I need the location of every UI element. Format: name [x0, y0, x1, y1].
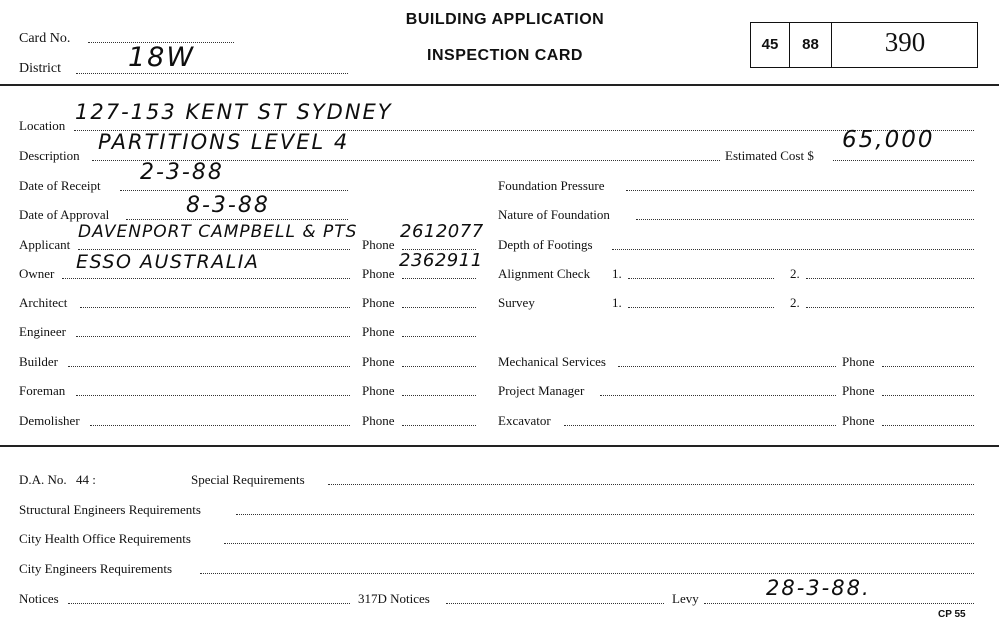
foreman-label: Foreman: [19, 383, 66, 398]
structural-requirements-field: [236, 514, 974, 515]
notices-label: Notices: [19, 591, 59, 606]
middle-rule: [0, 445, 999, 447]
notices-317d-label: 317D Notices: [358, 591, 430, 606]
demolisher-field: [90, 425, 350, 426]
foreman-field: [76, 395, 350, 396]
notices-317d-field: [446, 603, 664, 604]
alignment-check-label: Alignment Check: [498, 266, 591, 281]
estimated-cost-label: Estimated Cost $: [725, 148, 814, 163]
card-box-2: 88: [802, 36, 819, 53]
excavator-field: [564, 425, 836, 426]
demolisher-label: Demolisher: [19, 413, 80, 428]
excavator-phone-field: [882, 425, 974, 426]
date-approval-value: 8-3-88: [186, 193, 270, 218]
foreman-phone-field: [402, 395, 476, 396]
date-approval-label: Date of Approval: [19, 207, 110, 222]
date-receipt-field: [120, 190, 348, 191]
builder-field: [68, 366, 350, 367]
owner-phone-label: Phone: [362, 266, 395, 281]
excavator-phone-label: Phone: [842, 413, 875, 428]
owner-label: Owner: [19, 266, 55, 281]
survey-field2: [806, 307, 974, 308]
survey-field1: [628, 307, 774, 308]
nature-foundation-field: [636, 219, 974, 220]
project-manager-label: Project Manager: [498, 383, 585, 398]
mechanical-phone-label: Phone: [842, 354, 875, 369]
architect-phone-field: [402, 307, 476, 308]
mechanical-phone-field: [882, 366, 974, 367]
form-title-line1: BUILDING APPLICATION: [405, 11, 605, 28]
applicant-phone-label: Phone: [362, 237, 395, 252]
special-requirements-label: Special Requirements: [191, 472, 305, 487]
engineer-label: Engineer: [19, 324, 66, 339]
engineer-phone-field: [402, 336, 476, 337]
district-field: [76, 73, 348, 74]
description-label: Description: [19, 148, 80, 163]
date-approval-field: [126, 219, 348, 220]
demolisher-phone-field: [402, 425, 476, 426]
location-label: Location: [19, 118, 66, 133]
levy-label: Levy: [672, 591, 699, 606]
estimated-cost-field: [833, 160, 974, 161]
health-requirements-label: City Health Office Requirements: [19, 531, 191, 546]
levy-value: 28-3-88.: [766, 576, 871, 600]
owner-field: [62, 278, 350, 279]
location-value: 127-153 KENT ST SYDNEY: [75, 100, 393, 124]
survey-label: Survey: [498, 295, 535, 310]
applicant-field: [78, 249, 350, 250]
project-manager-phone-field: [882, 395, 974, 396]
architect-label: Architect: [19, 295, 68, 310]
excavator-label: Excavator: [498, 413, 551, 428]
builder-phone-field: [402, 366, 476, 367]
applicant-label: Applicant: [19, 237, 71, 252]
date-receipt-label: Date of Receipt: [19, 178, 101, 193]
levy-field: [704, 603, 974, 604]
notices-field: [68, 603, 350, 604]
foreman-phone-label: Phone: [362, 383, 395, 398]
city-engineers-requirements-field: [200, 573, 974, 574]
alignment-check-field1: [628, 278, 774, 279]
card-no-label: Card No.: [19, 31, 71, 46]
project-manager-phone-label: Phone: [842, 383, 875, 398]
da-no-value: 44 :: [76, 472, 96, 487]
applicant-value: DAVENPORT CAMPBELL & PTS: [78, 222, 358, 242]
applicant-phone-value: 2612077: [400, 221, 484, 242]
demolisher-phone-label: Phone: [362, 413, 395, 428]
description-value: PARTITIONS LEVEL 4: [98, 130, 350, 154]
depth-footings-label: Depth of Footings: [498, 237, 593, 252]
owner-value: ESSO AUSTRALIA: [76, 251, 260, 273]
project-manager-field: [600, 395, 836, 396]
structural-requirements-label: Structural Engineers Requirements: [19, 502, 201, 517]
mechanical-services-label: Mechanical Services: [498, 354, 606, 369]
special-requirements-field: [328, 484, 974, 485]
card-box-3: 390: [884, 27, 926, 57]
depth-footings-field: [612, 249, 974, 250]
foundation-pressure-label: Foundation Pressure: [498, 178, 605, 193]
date-receipt-value: 2-3-88: [140, 160, 224, 185]
nature-foundation-label: Nature of Foundation: [498, 207, 610, 222]
engineer-phone-label: Phone: [362, 324, 395, 339]
city-engineers-requirements-label: City Engineers Requirements: [19, 561, 173, 576]
foundation-pressure-field: [626, 190, 974, 191]
mechanical-services-field: [618, 366, 836, 367]
da-no-label: D.A. No.: [19, 472, 67, 487]
owner-phone-field: [402, 278, 476, 279]
form-code: CP 55: [938, 609, 966, 620]
form-title-line2: INSPECTION CARD: [427, 47, 583, 64]
card-box-1: 45: [761, 36, 779, 53]
survey-num1: 1.: [612, 295, 622, 310]
owner-phone-value: 2362911: [399, 250, 483, 271]
builder-phone-label: Phone: [362, 354, 395, 369]
alignment-check-num1: 1.: [612, 266, 622, 281]
builder-label: Builder: [19, 354, 58, 369]
estimated-cost-value: 65,000: [842, 127, 935, 153]
architect-field: [80, 307, 350, 308]
header-rule: [0, 84, 999, 86]
health-requirements-field: [224, 543, 974, 544]
district-value: 18W: [128, 42, 196, 73]
survey-num2: 2.: [790, 295, 800, 310]
architect-phone-label: Phone: [362, 295, 395, 310]
district-label: District: [19, 61, 61, 76]
alignment-check-field2: [806, 278, 974, 279]
engineer-field: [76, 336, 350, 337]
alignment-check-num2: 2.: [790, 266, 800, 281]
